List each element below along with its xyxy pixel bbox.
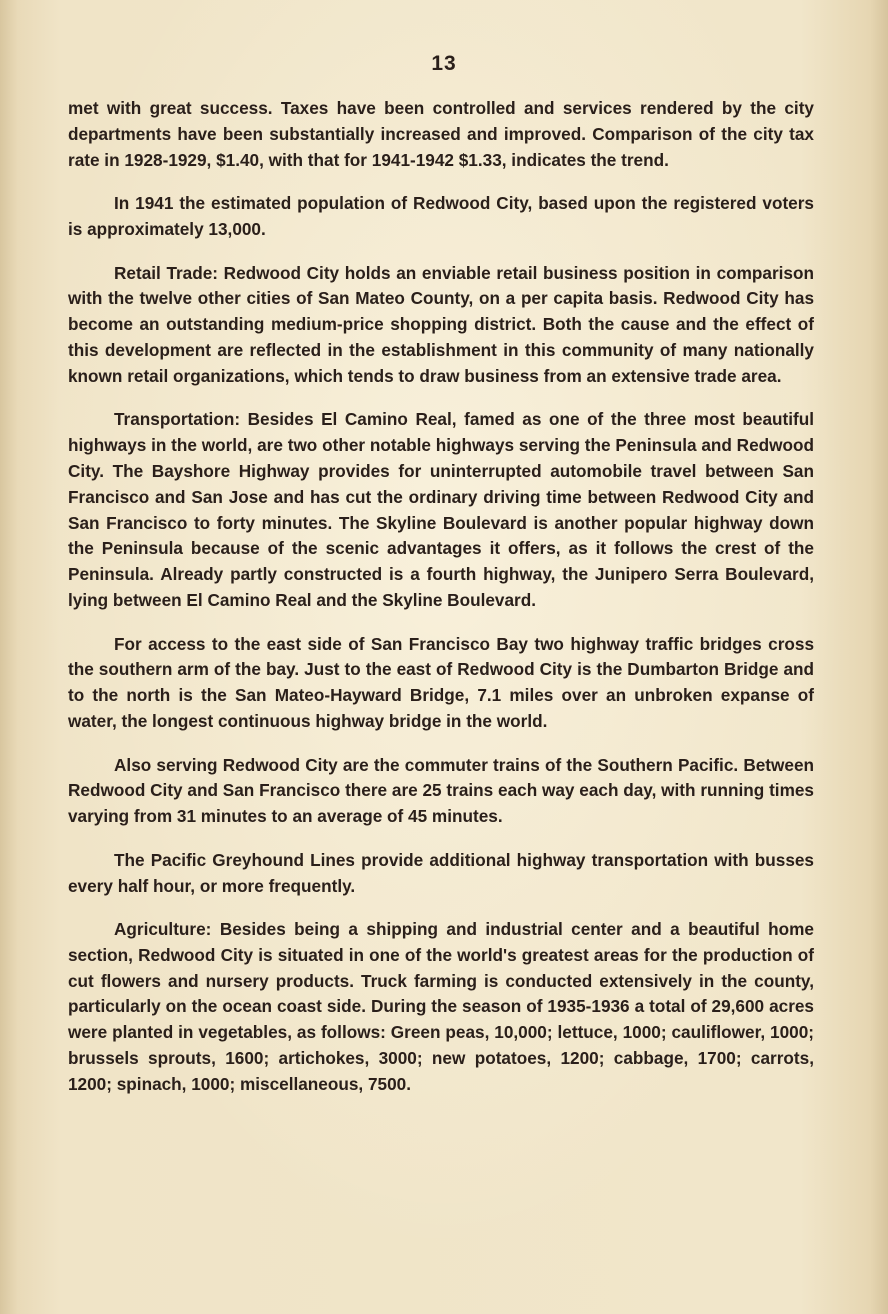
paragraph-text: Besides El Camino Real, famed as one of the three most beautiful highways in the world, are two other notable highways serving the Peninsula and Redwood City. The Bayshore Highway provides for uninterrupted automobile travel between San Francisco and San Jose and has cut the ordinary driving time between Redwood City and San Francisco to forty minutes. The Skyline Boulevard is another popular highway down the Peninsula because of the scenic advantages it offers, as it follows the crest of the Peninsula. Already partly constructed is a fourth highway, the Junipero Serra Boulevard, lying between El Camino Real and the Skyline Boulevard.: [68, 409, 814, 610]
page-number: 13: [431, 52, 457, 75]
section-heading-agriculture: Agriculture:: [114, 919, 212, 940]
paragraph-greyhound: [68, 848, 814, 900]
body-text: [68, 96, 814, 1115]
section-heading-transportation: Transportation:: [114, 409, 241, 430]
paragraph-text: Redwood City holds an enviable retail business position in comparison with the twelve other cities of San Mateo County, on a per capita basis. Redwood City has become an outstanding medium-price shopping district. Both the cause and the effect of this development are reflected in the establishment in this community of many nationally known retail organizations, which tends to draw business from an extensive trade area.: [68, 262, 814, 386]
paragraph-text: For access to the east side of San Francisco Bay two highway traffic bridges cross the southern arm of the bay. Just to the east of Redwood City is the Dumbarton Bridge and to the north is the San Mateo-Hayward Bridge, 7.1 miles over an unbroken expanse of water, the longest continuous highway bridge in the world.: [68, 633, 814, 731]
paragraph-text: Besides being a shipping and industrial center and a beautiful home section, Redwood City is situated in one of the world's greatest areas for the production of cut flowers and nursery products. Truck farming is conducted extensively in the county, particularly on the ocean coast side. During the season of 1935-1936 a total of 29,600 acres were planted in vegetables, as follows: Green peas, 10,000; lettuce, 1000; cauliflower, 1000; brussels sprouts, 1600; artichokes, 3000; new potatoes, 1200; cabbage, 1700; carrots, 1200; spinach, 1000; miscellaneous, 7500.: [68, 919, 814, 1094]
paragraph-trains: [68, 753, 814, 830]
paragraph-text: met with great success. Taxes have been controlled and services rendered by the city departments have been substantially increased and improved. Comparison of the city tax rate in 1928-1929, $1.40, with that for 1941-1942 $1.33, indicates the trend.: [68, 98, 814, 170]
paragraph-bridges: [68, 632, 814, 735]
paragraph-text: Also serving Redwood City are the commuter trains of the Southern Pacific. Between Redwood City and San Francisco there are 25 trains each way each day, with running times varying from 31 minutes to an average of 45 minutes.: [68, 754, 814, 827]
paragraph-transportation: [68, 407, 814, 613]
paragraph-text: In 1941 the estimated population of Redwood City, based upon the registered voters is approximately 13,000.: [68, 193, 814, 239]
paragraph-retail-trade: [68, 261, 814, 390]
paragraph-population: [68, 191, 814, 243]
paragraph-tax-continuation: [68, 96, 814, 173]
paragraph-agriculture: [68, 917, 814, 1098]
section-heading-retail-trade: Retail Trade:: [114, 262, 219, 283]
paragraph-text: The Pacific Greyhound Lines provide additional highway transportation with busses every half hour, or more frequently.: [68, 849, 814, 896]
